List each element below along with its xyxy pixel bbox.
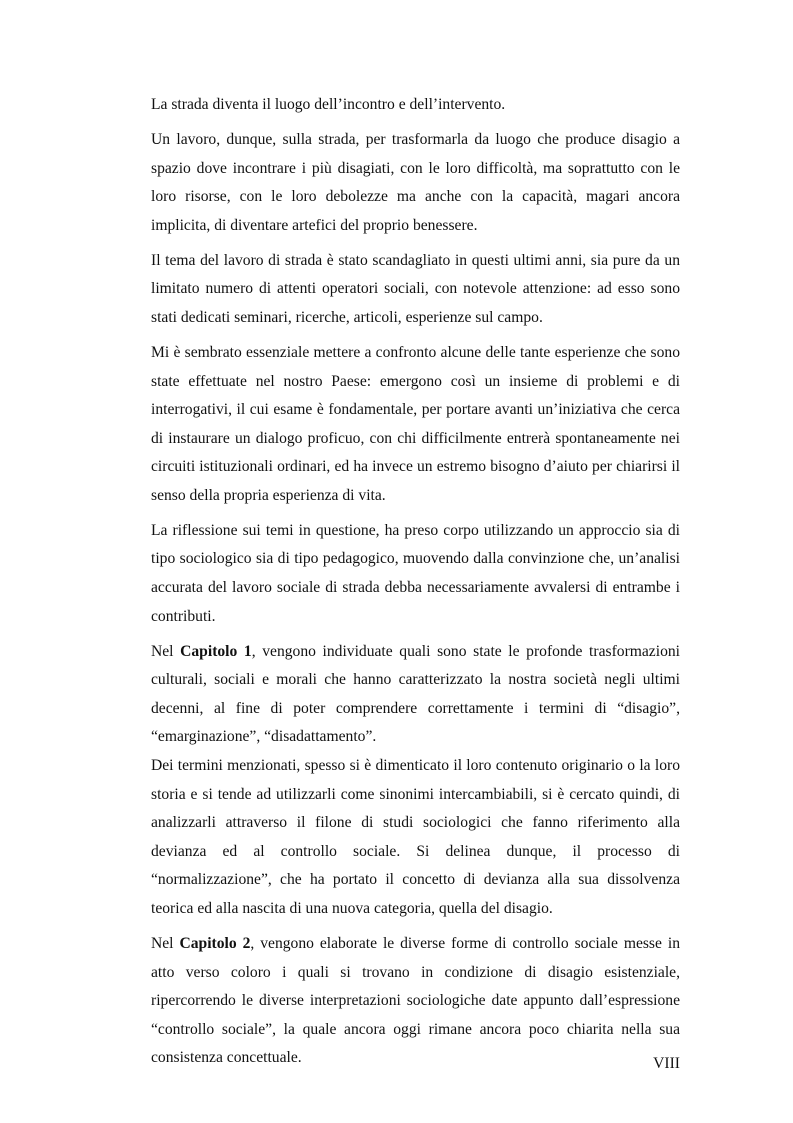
- paragraph-chapter-1-followup: Dei termini menzionati, spesso si è dimenticato il loro contenuto originario o la loro storia e si tende ad utilizzarli come sinonimi intercambiabili, si è cercato quindi, di analizzarli attraverso il filone di studi sociologici che fanno riferimento alla devianza ed al controllo sociale. Si delinea dunque, il processo di “normalizzazione”, che ha portato il concetto di devianza alla sua dissolvenza teorica ed alla nascita di una nuova categoria, quella del disagio.: [151, 757, 680, 917]
- chapter-1-prefix: Nel: [151, 642, 181, 660]
- paragraph-street-intro: La strada diventa il luogo dell’incontro e dell’intervento.: [151, 96, 506, 113]
- paragraph-theme: Il tema del lavoro di strada è stato scandagliato in questi ultimi anni, sia pure da un limitato numero di attenti operatori sociali, con notevole attenzione: ad esso sono stati dedicati seminari, ricerche, articoli, esperienze sul campo.: [151, 251, 680, 326]
- chapter-1-text: , vengono individuate quali sono state le profonde trasformazioni culturali, sociali e morali che hanno caratterizzato la nostra società negli ultimi decenni, al fine di poter comprendere correttamente i termini di “disagio”, “emarginazione”, “disadattamento”.: [151, 642, 680, 746]
- chapter-1-heading: Capitolo 1: [180, 642, 252, 660]
- paragraph-experiences: Mi è sembrato essenziale mettere a confronto alcune delle tante esperienze che sono state effettuate nel nostro Paese: emergono così un insieme di problemi e di interrogativi, il cui esame è fondamentale, per portare avanti un’iniziativa che cerca di instaurare un dialogo proficuo, con chi difficilmente entrerà spontaneamente nei circuiti istituzionali ordinari, ed ha invece un estremo bisogno d’aiuto per chiarirsi il senso della propria esperienza di vita.: [151, 343, 680, 504]
- document-body: [151, 91, 680, 1079]
- chapter-2-text: , vengono elaborate le diverse forme di controllo sociale messe in atto verso coloro i quali si trovano in condizione di disagio esistenziale, ripercorrendo le diverse interpretazioni sociologiche date appunto dall’espressione “controllo sociale”, la quale ancora oggi rimane ancora poco chiarita nella sua consistenza concettuale.: [151, 934, 680, 1067]
- chapter-2-prefix: Nel: [151, 934, 180, 952]
- paragraph-chapter-2: [151, 930, 680, 1073]
- page-number: VIII: [653, 1055, 680, 1072]
- paragraph-chapter-1: [151, 638, 680, 752]
- chapter-2-heading: Capitolo 2: [179, 934, 251, 952]
- paragraph-street-work: Un lavoro, dunque, sulla strada, per trasformarla da luogo che produce disagio a spazio dove incontrare i più disagiati, con le loro difficoltà, ma soprattutto con le loro risorse, con le loro debolezze ma anche con la capacità, magari ancora implicita, di diventare artefici del proprio benessere.: [151, 130, 680, 234]
- paragraph-reflection: La riflessione sui temi in questione, ha preso corpo utilizzando un approccio sia di tipo sociologico sia di tipo pedagogico, muovendo dalla convinzione che, un’analisi accurata del lavoro sociale di strada debba necessariamente avvalersi di entrambe i contributi.: [151, 521, 680, 625]
